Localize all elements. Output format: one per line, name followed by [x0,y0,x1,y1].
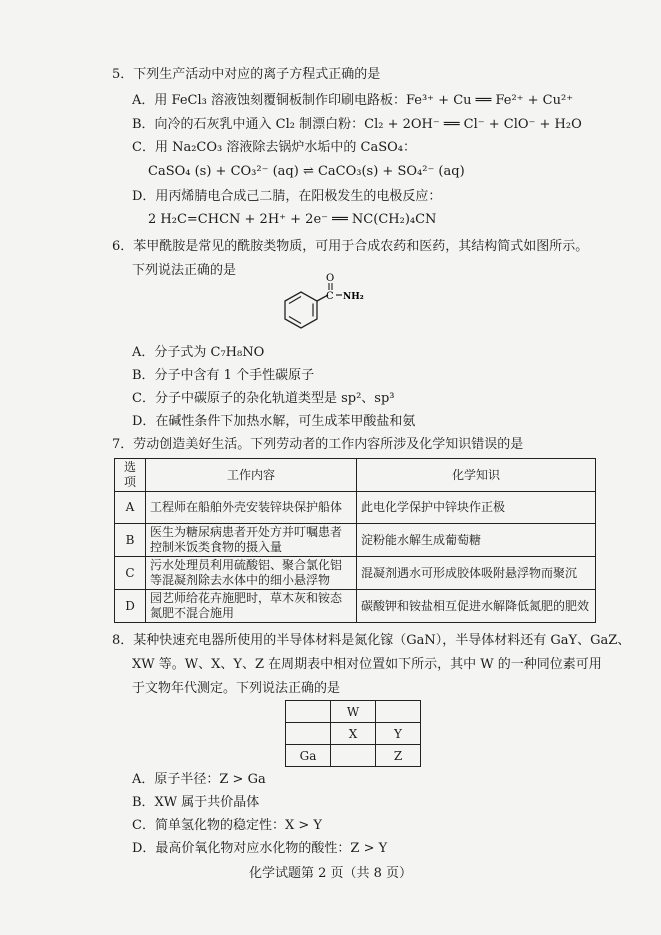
q8-option-c: C．简单氢化物的稳定性：X > Y [132,818,322,833]
table-row [115,524,596,557]
molecule-amine-label: NH₂ [343,292,364,302]
benzamide-structure [270,273,370,341]
row-option: B [115,524,146,557]
q8-option-a: A．原子半径：Z > Ga [132,772,266,787]
q5-option-d: D．用丙烯腈电合成己二腈，在阳极发生的电极反应： [132,189,442,204]
q5-option-c-equation: CaSO₄ (s) + CO₃²⁻ (aq) ⇌ CaCO₃(s) + SO₄²⁻ (aq) [148,164,465,179]
q7-header-option: 选项 [115,459,146,492]
molecule-oxygen-label: O [326,273,335,284]
table-row [115,492,596,524]
q6-option-d: D．在碱性条件下加热水解，可生成苯甲酸盐和氨 [132,414,416,429]
q5-option-d-equation: 2 H₂C=CHCN + 2H⁺ + 2e⁻ ══ NC(CH₂)₄CN [148,212,437,227]
q6-option-c: C．分子中碳原子的杂化轨道类型是 sp²、sp³ [132,391,395,406]
q7-header-work: 工作内容 [146,459,357,492]
q7-header-knowledge: 化学知识 [357,459,596,492]
q5-option-c: C．用 Na₂CO₃ 溶液除去锅炉水垢中的 CaSO₄： [132,140,416,155]
row-option: D [115,590,146,623]
q6-stem-line1: 6．苯甲酰胺是常见的酰胺类物质，可用于合成农药和医药，其结构简式如图所示。 [112,239,589,254]
row-knowledge: 混凝剂遇水可形成胶体吸附悬浮物而聚沉 [357,557,596,590]
row-work: 园艺师给花卉施肥时，草木灰和铵态氮肥不混合施用 [146,590,357,623]
q7-stem: 7．劳动创造美好生活。下列劳动者的工作内容所涉及化学知识错误的是 [112,437,524,452]
q8-stem-line1: 8．某种快速充电器所使用的半导体材料是氮化镓（GaN），半导体材料还有 GaY、GaZ、 [112,633,631,648]
q8-stem-line2: XW 等。W、X、Y、Z 在周期表中相对位置如下所示，其中 W 的一种同位素可用 [132,657,602,672]
row-work: 医生为糖尿病患者开处方并叮嘱患者控制米饭类食物的摄入量 [146,524,357,557]
q6-stem-line2: 下列说法正确的是 [132,263,237,278]
q6-option-b: B．分子中含有 1 个手性碳原子 [132,368,315,383]
row-option: C [115,557,146,590]
grid-cell: W [331,701,376,723]
q7-table [114,458,596,623]
grid-cell: Z [376,745,421,767]
q8-option-b: B．XW 属于共价晶体 [132,795,260,810]
row-work: 污水处理员利用硫酸铝、聚合氯化铝等混凝剂除去水体中的细小悬浮物 [146,557,357,590]
q5-option-b: B．向冷的石灰乳中通入 Cl₂ 制漂白粉：Cl₂ + 2OH⁻ ══ Cl⁻ + ClO⁻ + H₂O [132,117,582,132]
q8-option-d: D．最高价氧化物对应水化物的酸性：Z > Y [132,841,388,856]
q5-option-a: A．用 FeCl₃ 溶液蚀刻覆铜板制作印刷电路板：Fe³⁺ + Cu ══ Fe²⁺ + Cu²⁺ [132,93,574,108]
grid-cell: Y [376,723,421,745]
table-row [115,557,596,590]
grid-cell [286,723,331,745]
q5-stem: 5．下列生产活动中对应的离子方程式正确的是 [112,67,381,82]
molecule-carbon-label: C [326,291,334,302]
q6-option-a: A．分子式为 C₇H₈NO [132,345,265,360]
page-footer: 化学试题第 2 页（共 8 页） [248,866,413,881]
row-work: 工程师在船舶外壳安装锌块保护船体 [146,492,357,524]
periodic-position-grid [285,700,421,767]
table-row [115,590,596,623]
row-knowledge: 此电化学保护中锌块作正极 [357,492,596,524]
row-option: A [115,492,146,524]
grid-cell: Ga [286,745,331,767]
row-knowledge: 碳酸钾和铵盐相互促进水解降低氮肥的肥效 [357,590,596,623]
row-knowledge: 淀粉能水解生成葡萄糖 [357,524,596,557]
grid-cell [376,701,421,723]
grid-cell [286,701,331,723]
grid-cell [331,745,376,767]
q8-stem-line3: 于文物年代测定。下列说法正确的是 [132,681,341,696]
grid-cell: X [331,723,376,745]
